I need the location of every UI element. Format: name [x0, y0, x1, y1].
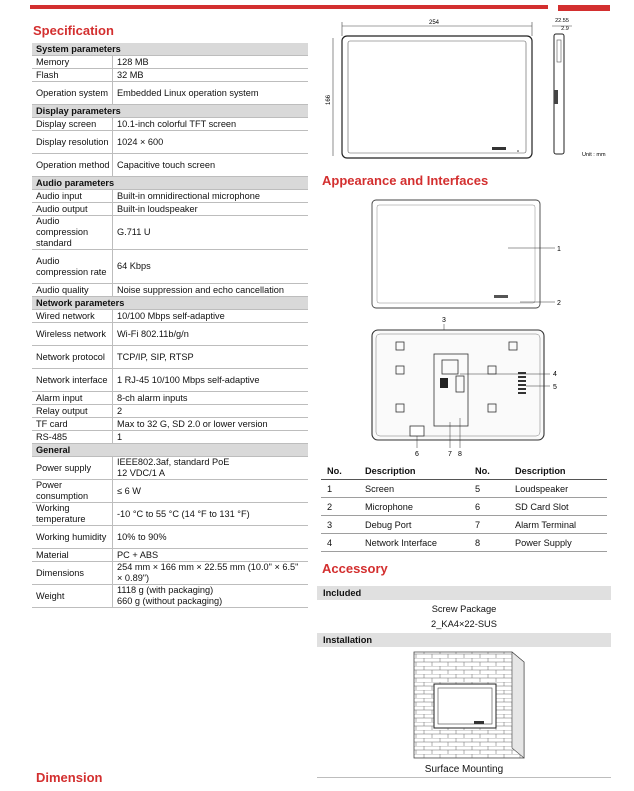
callout-6: 6: [415, 451, 419, 458]
spec-row: [32, 585, 308, 608]
spec-label: Power consumption: [32, 480, 113, 503]
spec-label: Memory: [32, 56, 113, 69]
spec-row: [32, 392, 308, 405]
bottom-divider: [317, 777, 611, 778]
spec-label: RS-485: [32, 431, 113, 444]
spec-label: Relay output: [32, 405, 113, 418]
spec-label: Audio output: [32, 203, 113, 216]
spec-label: Material: [32, 549, 113, 562]
spec-section-header: Audio parameters: [32, 177, 308, 190]
spec-value: 10.1-inch colorful TFT screen: [113, 118, 309, 131]
spec-value: PC + ABS: [113, 549, 309, 562]
depth-dimension-label-2: 2.9: [561, 26, 569, 32]
spec-row: [32, 431, 308, 444]
spec-value: TCP/IP, SIP, RTSP: [113, 346, 309, 369]
callout-2: 2: [557, 300, 561, 307]
spec-value: Noise suppression and echo cancellation: [113, 284, 309, 297]
spec-label: Wireless network: [32, 323, 113, 346]
spec-row: [32, 369, 308, 392]
spec-row: [32, 284, 308, 297]
spec-row: [32, 457, 308, 480]
callout-4: 4: [553, 371, 557, 378]
spec-value: 10% to 90%: [113, 526, 309, 549]
spec-value: Max to 32 G, SD 2.0 or lower version: [113, 418, 309, 431]
included-label: Included: [317, 586, 611, 600]
spec-label: Operation system: [32, 82, 113, 105]
spec-label: Wired network: [32, 310, 113, 323]
spec-label: Weight: [32, 585, 113, 608]
spec-row: [32, 346, 308, 369]
included-item-2: 2_KA4×22-SUS: [431, 619, 497, 629]
parts-table: [321, 462, 607, 552]
spec-section-header: Display parameters: [32, 105, 308, 118]
spec-label: Power supply: [32, 457, 113, 480]
callout-5: 5: [553, 384, 557, 391]
spec-row: [32, 82, 308, 105]
spec-label: Operation method: [32, 154, 113, 177]
unit-label: Unit : mm: [582, 152, 606, 158]
specification-table: [32, 43, 308, 608]
spec-value: Embedded Linux operation system: [113, 82, 309, 105]
spec-label: Audio input: [32, 190, 113, 203]
spec-row: [32, 323, 308, 346]
spec-label: Alarm input: [32, 392, 113, 405]
rear-view-drawing: [360, 314, 590, 462]
height-dimension-label: 166: [326, 94, 332, 106]
spec-value: Built-in loudspeaker: [113, 203, 309, 216]
spec-label: Flash: [32, 69, 113, 82]
spec-value: 1: [113, 431, 309, 444]
spec-label: Working temperature: [32, 503, 113, 526]
spec-row: [32, 69, 308, 82]
spec-value: 128 MB: [113, 56, 309, 69]
installation-caption: Surface Mounting: [424, 764, 504, 775]
spec-row: [32, 216, 308, 250]
spec-row: [32, 562, 308, 585]
callout-8: 8: [458, 451, 462, 458]
spec-value: Capacitive touch screen: [113, 154, 309, 177]
spec-row: [32, 405, 308, 418]
dimension-drawing: [320, 16, 612, 164]
included-item-1: Screw Package: [431, 604, 497, 614]
spec-section-header: Network parameters: [32, 297, 308, 310]
spec-value: IEEE802.3af, standard PoE 12 VDC/1 A: [113, 457, 309, 480]
spec-row: [32, 203, 308, 216]
front-view-drawing: [360, 196, 590, 314]
heading-dimension: Dimension: [36, 770, 103, 785]
spec-label: Display screen: [32, 118, 113, 131]
heading-accessory: Accessory: [322, 561, 388, 576]
spec-row: [32, 418, 308, 431]
heading-specification: Specification: [33, 23, 114, 38]
spec-value: Wi-Fi 802.11b/g/n: [113, 323, 309, 346]
parts-table-header: No. Description No. Description: [321, 462, 607, 480]
spec-label: Working humidity: [32, 526, 113, 549]
spec-value: 64 Kbps: [113, 250, 309, 284]
spec-value: G.711 U: [113, 216, 309, 250]
spec-value: 1024 × 600: [113, 131, 309, 154]
width-dimension-label: 254: [428, 20, 440, 26]
spec-row: [32, 56, 308, 69]
spec-row: [32, 503, 308, 526]
spec-label: Dimensions: [32, 562, 113, 585]
spec-label: Network interface: [32, 369, 113, 392]
callout-1: 1: [557, 246, 561, 253]
spec-row: [32, 250, 308, 284]
spec-value: 2: [113, 405, 309, 418]
spec-row: [32, 154, 308, 177]
heading-appearance: Appearance and Interfaces: [322, 173, 489, 188]
spec-row: [32, 526, 308, 549]
spec-value: Built-in omnidirectional microphone: [113, 190, 309, 203]
depth-dimension-label-1: 22.55: [555, 18, 569, 24]
spec-label: Audio compression rate: [32, 250, 113, 284]
spec-row: [32, 131, 308, 154]
spec-row: [32, 480, 308, 503]
spec-label: Audio compression standard: [32, 216, 113, 250]
spec-value: 254 mm × 166 mm × 22.55 mm (10.0" × 6.5" × 0.89"): [113, 562, 309, 585]
spec-value: 1118 g (with packaging) 660 g (without packaging): [113, 585, 309, 608]
spec-row: [32, 310, 308, 323]
spec-label: Display resolution: [32, 131, 113, 154]
spec-value: ≤ 6 W: [113, 480, 309, 503]
spec-label: Audio quality: [32, 284, 113, 297]
surface-mounting-drawing: [400, 650, 528, 762]
spec-value: 8-ch alarm inputs: [113, 392, 309, 405]
parts-table-row: 2 Microphone 6 SD Card Slot: [321, 498, 607, 516]
spec-label: TF card: [32, 418, 113, 431]
spec-row: [32, 549, 308, 562]
spec-value: -10 °C to 55 °C (14 °F to 131 °F): [113, 503, 309, 526]
spec-row: [32, 190, 308, 203]
spec-row: [32, 118, 308, 131]
spec-label: Network protocol: [32, 346, 113, 369]
spec-section-header: General: [32, 444, 308, 457]
top-red-bar: [30, 5, 610, 13]
parts-table-row: 1 Screen 5 Loudspeaker: [321, 480, 607, 498]
spec-value: 10/100 Mbps self-adaptive: [113, 310, 309, 323]
callout-3: 3: [442, 317, 446, 324]
callout-7: 7: [448, 451, 452, 458]
spec-section-header: System parameters: [32, 43, 308, 56]
spec-value: 32 MB: [113, 69, 309, 82]
parts-table-row: 4 Network Interface 8 Power Supply: [321, 534, 607, 552]
parts-table-row: 3 Debug Port 7 Alarm Terminal: [321, 516, 607, 534]
spec-value: 1 RJ-45 10/100 Mbps self-adaptive: [113, 369, 309, 392]
installation-label: Installation: [317, 633, 611, 647]
